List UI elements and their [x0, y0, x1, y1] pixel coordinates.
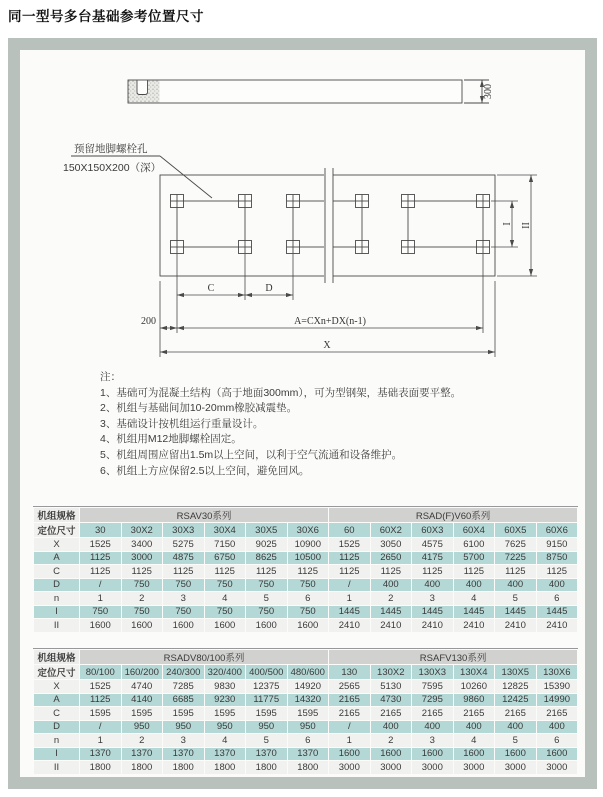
dim-c-label: C [207, 283, 215, 294]
dimension-value: 4140 [122, 694, 163, 707]
dimension-value: 8750 [537, 552, 578, 565]
dimension-value: 5 [495, 734, 536, 747]
dimension-value: / [329, 579, 370, 592]
dimension-value: 7225 [495, 552, 536, 565]
row-label: A [34, 694, 79, 707]
dimension-value: 1370 [122, 748, 163, 761]
dimension-value: 1525 [80, 680, 121, 693]
dimension-value: 3000 [122, 552, 163, 565]
anchor-bolt-hole-icon [239, 241, 252, 254]
dimension-value: 5700 [454, 552, 495, 565]
series-name: RSAFV130系列 [329, 650, 577, 664]
notes-heading: 注： [100, 371, 121, 383]
dim-200-label: 200 [141, 316, 156, 327]
dimension-value: 5 [246, 734, 287, 747]
dimension-value: 3 [163, 734, 204, 747]
dimension-value: 1600 [537, 748, 578, 761]
dim-a-formula-label: A=CXn+DX(n-1) [294, 316, 366, 327]
notes-section [100, 370, 575, 479]
dimension-value: 400 [412, 721, 453, 734]
dimension-table-v30-v60 [33, 506, 578, 633]
dimension-value: 750 [205, 579, 246, 592]
model-name: 400/500 [246, 665, 287, 679]
dimension-value: 2410 [412, 619, 453, 632]
dimension-value: 1800 [246, 761, 287, 774]
dimension-value: 6685 [163, 694, 204, 707]
page-title: 同一型号多台基础参考位置尺寸 [8, 9, 204, 24]
dimension-value: 1125 [371, 565, 412, 578]
dimension-value: 2 [122, 592, 163, 605]
dimension-value: 7285 [163, 680, 204, 693]
note-item-1: 1、基础可为混凝土结构（高于地面300mm），可为型钢架，基础表面要平整。 [100, 386, 462, 399]
dimension-value: 1125 [329, 565, 370, 578]
bolt-hole-label: 预留地脚螺栓孔 [74, 143, 148, 155]
dimension-table-v80-v130 [33, 648, 578, 775]
dimension-value: / [80, 579, 121, 592]
dimension-value: 950 [163, 721, 204, 734]
dimension-value: 9150 [537, 538, 578, 551]
foundation-bar [128, 80, 462, 103]
dimension-value: 2165 [537, 707, 578, 720]
dimension-value: 10500 [288, 552, 329, 565]
dimension-value: 750 [163, 606, 204, 619]
dimension-value: 1800 [122, 761, 163, 774]
dimension-value: 5 [495, 592, 536, 605]
dimension-value: 1445 [329, 606, 370, 619]
dimension-value: 1595 [246, 707, 287, 720]
dimension-value: 9025 [246, 538, 287, 551]
dimension-value: 400 [454, 721, 495, 734]
model-name: 130X5 [495, 665, 536, 679]
dim-ii-label: II [521, 222, 532, 229]
note-item-2: 2、机组与基础间加10-20mm橡胶减震垫。 [100, 402, 298, 415]
model-name: 60 [329, 523, 370, 537]
dimension-value: 950 [288, 721, 329, 734]
dimension-value: 6750 [205, 552, 246, 565]
dimension-value: 12425 [495, 694, 536, 707]
dimension-value: 950 [205, 721, 246, 734]
dimension-value: 750 [122, 579, 163, 592]
unit-frame [177, 201, 245, 247]
dimension-value: 400 [537, 579, 578, 592]
dimension-value: 2 [122, 734, 163, 747]
dimension-value: 5130 [371, 680, 412, 693]
dimension-value: 3000 [495, 761, 536, 774]
model-name: 30X5 [246, 523, 287, 537]
dimension-value: 4 [454, 734, 495, 747]
anchor-bolt-hole-icon [287, 195, 300, 208]
dimension-value: 1370 [80, 748, 121, 761]
dimension-value: 1125 [163, 565, 204, 578]
dimension-value: 400 [495, 579, 536, 592]
model-name: 60X5 [495, 523, 536, 537]
dim-300-label: 300 [483, 84, 494, 99]
anchor-bolt-hole-icon [402, 195, 415, 208]
dimension-value: 1370 [205, 748, 246, 761]
dimension-value: 4875 [163, 552, 204, 565]
dimension-table [33, 648, 578, 775]
dimension-value: 1800 [80, 761, 121, 774]
dimension-value: 1125 [412, 565, 453, 578]
dimension-value: 1125 [80, 552, 121, 565]
dimension-value: 4730 [371, 694, 412, 707]
dimension-value: 3 [412, 734, 453, 747]
dimension-value: 4740 [122, 680, 163, 693]
dimension-value: 7150 [205, 538, 246, 551]
model-name: 130X4 [454, 665, 495, 679]
row-label: II [34, 761, 79, 774]
row-header-label: 定位尺寸 [34, 523, 79, 537]
row-label: C [34, 565, 79, 578]
dimension-value: 10260 [454, 680, 495, 693]
dimension-value: 1370 [246, 748, 287, 761]
dimension-value: 2165 [495, 707, 536, 720]
bolt-hole-size-label: 150X150X200（深） [63, 162, 162, 174]
dimension-value: 14320 [288, 694, 329, 707]
dimension-value: 2650 [371, 552, 412, 565]
dimension-value: 1525 [80, 538, 121, 551]
dimension-value: 3 [412, 592, 453, 605]
dimension-value: 1 [80, 592, 121, 605]
model-name: 130X2 [371, 665, 412, 679]
dimension-value: 1595 [288, 707, 329, 720]
side-view [128, 80, 489, 103]
dimension-value: 1125 [122, 565, 163, 578]
dimension-value: 1125 [205, 565, 246, 578]
model-name: 60X4 [454, 523, 495, 537]
dimension-value: 400 [412, 579, 453, 592]
dimension-value: 2410 [537, 619, 578, 632]
dimension-value: 14920 [288, 680, 329, 693]
bolt-hole-callout [63, 142, 212, 198]
dimension-value: 2 [371, 734, 412, 747]
dimension-value: / [80, 721, 121, 734]
dimension-value: 5275 [163, 538, 204, 551]
note-item-5: 5、机组周围应留出1.5m以上空间，以利于空气流通和设备维护。 [100, 448, 403, 461]
dimension-value: 400 [454, 579, 495, 592]
dimension-value: 1125 [454, 565, 495, 578]
dimension-value: 1600 [80, 619, 121, 632]
table-corner-label: 机组规格 [34, 650, 79, 664]
dimension-value: 6100 [454, 538, 495, 551]
dimension-value: 1800 [205, 761, 246, 774]
dimension-value: 1125 [329, 552, 370, 565]
dimension-value: 2410 [495, 619, 536, 632]
dimension-value: 8625 [246, 552, 287, 565]
plan-view [160, 168, 495, 283]
note-item-4: 4、机组用M12地脚螺栓固定。 [100, 433, 242, 446]
model-name: 130X6 [537, 665, 578, 679]
dimension-value: 2410 [371, 619, 412, 632]
dimension-value: 1600 [454, 748, 495, 761]
dimension-table [33, 506, 578, 633]
dimension-value: 3000 [454, 761, 495, 774]
dimension-value: 1 [329, 592, 370, 605]
dimension-value: 6 [537, 734, 578, 747]
dimension-value: 1445 [412, 606, 453, 619]
dimension-value: 3000 [412, 761, 453, 774]
model-name: 30X3 [163, 523, 204, 537]
model-name: 130 [329, 665, 370, 679]
dimension-value: 1125 [80, 565, 121, 578]
series-name: RSAD(F)V60系列 [329, 508, 577, 522]
dimension-value: 1800 [163, 761, 204, 774]
row-label: n [34, 734, 79, 747]
dimension-value: 1445 [454, 606, 495, 619]
dimension-value: 1370 [288, 748, 329, 761]
dimension-value: 1445 [537, 606, 578, 619]
model-name: 30 [80, 523, 121, 537]
dimension-value: 750 [205, 606, 246, 619]
dimension-value: 750 [163, 579, 204, 592]
dimension-value: 9830 [205, 680, 246, 693]
model-name: 30X4 [205, 523, 246, 537]
row-label: X [34, 680, 79, 693]
dimension-value: 3400 [122, 538, 163, 551]
dimension-value: 4575 [412, 538, 453, 551]
note-item-6: 6、机组上方应保留2.5以上空间，避免回风。 [100, 464, 310, 477]
anchor-bolt-hole-icon [239, 195, 252, 208]
dimension-value: 2410 [454, 619, 495, 632]
dimension-value: 10900 [288, 538, 329, 551]
dimension-value: 1600 [122, 619, 163, 632]
dimension-value: 1125 [537, 565, 578, 578]
dimension-value: 1125 [288, 565, 329, 578]
dimension-value: 3000 [537, 761, 578, 774]
row-label: D [34, 721, 79, 734]
table-corner-label: 机组规格 [34, 508, 79, 522]
series-name: RSADV80/100系列 [80, 650, 328, 664]
dim-d-label: D [265, 283, 273, 294]
dimension-value: 2165 [329, 707, 370, 720]
dimension-value: 1370 [163, 748, 204, 761]
dimension-value: 750 [288, 579, 329, 592]
model-name: 30X6 [288, 523, 329, 537]
model-name: 60X2 [371, 523, 412, 537]
dimension-value: 1600 [412, 748, 453, 761]
anchor-bolt-hole-icon [171, 241, 184, 254]
dimension-value: 1125 [495, 565, 536, 578]
dimension-value: 1600 [371, 748, 412, 761]
dimension-value: 2165 [454, 707, 495, 720]
dimension-value: 7595 [412, 680, 453, 693]
dimension-value: 14990 [537, 694, 578, 707]
anchor-bolt-hole-icon [477, 241, 490, 254]
anchor-bolt-hole-icon [171, 195, 184, 208]
dimension-value: 1600 [163, 619, 204, 632]
dimension-value: 4175 [412, 552, 453, 565]
dimension-value: 1595 [205, 707, 246, 720]
dimension-value: 1600 [495, 748, 536, 761]
anchor-bolt-hole-icon [287, 241, 300, 254]
dimension-value: 9230 [205, 694, 246, 707]
dimension-value: 1600 [246, 619, 287, 632]
model-name: 80/100 [80, 665, 121, 679]
foundation-diagram [0, 0, 603, 370]
dimension-value: 6 [537, 592, 578, 605]
dimension-value: 400 [371, 721, 412, 734]
dimension-value: 3000 [329, 761, 370, 774]
row-label: I [34, 748, 79, 761]
dimension-value: 12825 [495, 680, 536, 693]
dimension-value: 7625 [495, 538, 536, 551]
dimension-value: 1595 [122, 707, 163, 720]
dimension-value: 2 [371, 592, 412, 605]
dimension-value: 2565 [329, 680, 370, 693]
dimension-value: 2165 [412, 707, 453, 720]
row-label: D [34, 579, 79, 592]
dimension-value: 1800 [288, 761, 329, 774]
anchor-bolt-hole-icon [356, 241, 369, 254]
dimension-value: 6 [288, 734, 329, 747]
dimension-value: 15390 [537, 680, 578, 693]
unit-frame [408, 201, 483, 247]
dimension-value: 1595 [163, 707, 204, 720]
model-name: 160/200 [122, 665, 163, 679]
dimension-value: 1 [80, 734, 121, 747]
row-label: A [34, 552, 79, 565]
model-name: 60X3 [412, 523, 453, 537]
dimension-value: 5 [246, 592, 287, 605]
dimension-value: 1600 [288, 619, 329, 632]
note-item-3: 3、基础设计按机组运行重量设计。 [100, 417, 264, 430]
anchor-bolt-hole-icon [477, 195, 490, 208]
model-name: 30X2 [122, 523, 163, 537]
row-label: C [34, 707, 79, 720]
dimension-value: 11775 [246, 694, 287, 707]
bolt-pocket-section [137, 81, 148, 95]
dimension-value: 400 [371, 579, 412, 592]
dimension-value: 7295 [412, 694, 453, 707]
model-name: 320/400 [205, 665, 246, 679]
row-label: n [34, 592, 79, 605]
dimension-value: 2165 [329, 694, 370, 707]
dimension-value: 1125 [80, 694, 121, 707]
series-name: RSAV30系列 [80, 508, 328, 522]
dimension-value: 400 [495, 721, 536, 734]
model-name: 240/300 [163, 665, 204, 679]
dimension-value: 950 [246, 721, 287, 734]
dimension-value: 750 [122, 606, 163, 619]
dimension-value: / [329, 721, 370, 734]
dimension-value: 950 [122, 721, 163, 734]
dimension-value: 6 [288, 592, 329, 605]
dimension-value: 12375 [246, 680, 287, 693]
dimension-value: 1600 [205, 619, 246, 632]
dimension-value: 1445 [371, 606, 412, 619]
dimension-value: 750 [80, 606, 121, 619]
dimension-value: 750 [246, 606, 287, 619]
dimension-value: 1595 [80, 707, 121, 720]
dimension-value: 4 [205, 592, 246, 605]
row-header-label: 定位尺寸 [34, 665, 79, 679]
dimension-value: 1525 [329, 538, 370, 551]
model-name: 480/600 [288, 665, 329, 679]
dimension-value: 3 [163, 592, 204, 605]
dimension-value: 3000 [371, 761, 412, 774]
dimension-value: 2410 [329, 619, 370, 632]
dim-i-label: I [502, 222, 513, 226]
model-name: 60X6 [537, 523, 578, 537]
anchor-bolt-hole-icon [356, 195, 369, 208]
anchor-bolt-hole-icon [402, 241, 415, 254]
dimension-value: 2165 [371, 707, 412, 720]
dimension-value: 1 [329, 734, 370, 747]
dimension-value: 3050 [371, 538, 412, 551]
dimension-value: 750 [246, 579, 287, 592]
dimension-value: 750 [288, 606, 329, 619]
dimension-value: 9860 [454, 694, 495, 707]
row-label: X [34, 538, 79, 551]
dimension-value: 1125 [246, 565, 287, 578]
row-label: I [34, 606, 79, 619]
dim-x-label: X [323, 340, 331, 351]
row-label: II [34, 619, 79, 632]
model-name: 130X3 [412, 665, 453, 679]
dimension-labels [141, 84, 532, 351]
dimension-value: 4 [454, 592, 495, 605]
dimension-value: 400 [537, 721, 578, 734]
dimension-value: 4 [205, 734, 246, 747]
dimension-value: 1600 [329, 748, 370, 761]
dimension-value: 1445 [495, 606, 536, 619]
